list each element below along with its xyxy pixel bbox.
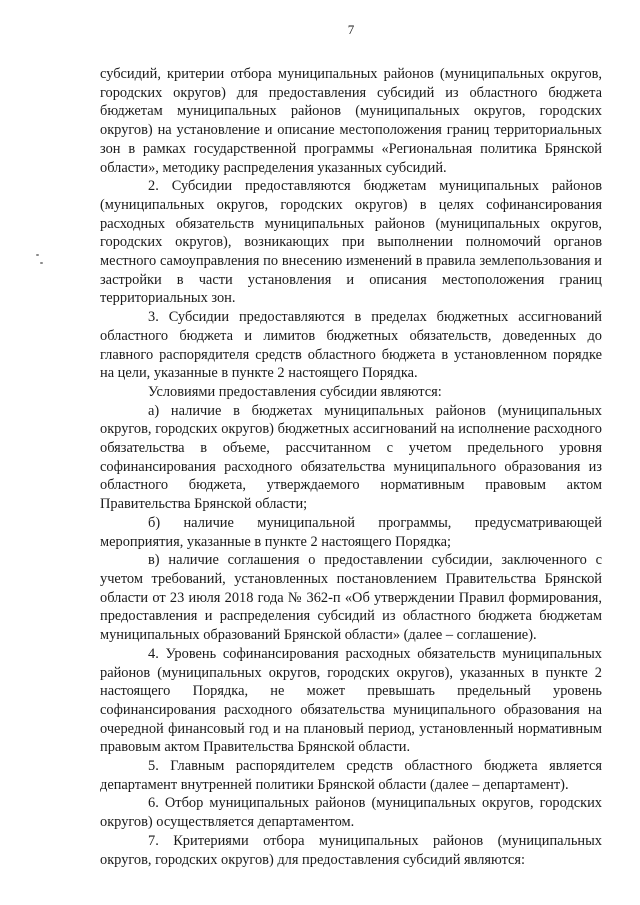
paragraph-item-5: 5. Главным распорядителем средств областного бюджета является департамент внутренней политики Брянской области (далее – департамент). <box>100 758 602 793</box>
paragraph-conditions-heading: Условиями предоставления субсидии являются: <box>148 383 442 400</box>
paragraph-item-4: 4. Уровень софинансирования расходных обязательств муниципальных районов (муниципальных округов, городских округов), указанных в пункте 2 настоящего Порядка, не может превышать предельный уровень софинансирования расходного обязательства муниципального образования на очередной финансовый год и на плановый период, установленный нормативным правовым актом Правительства Брянской области. <box>100 645 602 756</box>
scan-speck <box>36 254 39 256</box>
paragraph-condition-a: а) наличие в бюджетах муниципальных районов (муниципальных округов, городских округов) бюджетных ассигнований на исполнение расходного обязательства в объеме, рассчитанном с учетом предельного уровня софинансирования расходного обязательства муниципального образования из областного бюджета, утверждаемого нормативным правовым актом Правительства Брянской области; <box>100 402 602 513</box>
paragraph-item-7: 7. Критериями отбора муниципальных районов (муниципальных округов, городских округов) для предоставления субсидий являются: <box>100 832 602 868</box>
scan-speck <box>40 262 43 264</box>
paragraph-condition-c: в) наличие соглашения о предоставлении субсидии, заключенного с учетом требований, установленных постановлением Правительства Брянской области от 23 июля 2018 года № 362-п «Об утверждении Правил формирования, предоставления и распределения субсидий из областного бюджета бюджетам муниципальных образований Брянской области» (далее – соглашение). <box>100 552 602 644</box>
page-number: 7 <box>347 22 355 37</box>
paragraph-item-6: 6. Отбор муниципальных районов (муниципальных округов, городских округов) осуществляется департаментом. <box>100 795 602 831</box>
paragraph-condition-b: б) наличие муниципальной программы, предусматривающей мероприятия, указанные в пункте 2 настоящего Порядка; <box>100 514 602 550</box>
paragraph-intro: субсидий, критерии отбора муниципальных районов (муниципальных округов, городских округов) для предоставления субсидий из областного бюджета бюджетам муниципальных районов (муниципальных округов, городских округов) на установление и описание местоположения границ территориальных зон в рамках государственной программы «Региональная политика Брянской области», методику распределения указанных субсидий. <box>100 66 602 176</box>
paragraph-item-2: 2. Субсидии предоставляются бюджетам муниципальных районов (муниципальных округов, городских округов) в целях софинансирования расходных обязательств муниципальных районов (муниципальных округов, городских округов), возникающих при выполнении полномочий органов местного самоуправления по внесению изменений в правила землепользования и застройки в части установления и описания местоположения границ территориальных зон. <box>100 178 602 307</box>
paragraph-item-3: 3. Субсидии предоставляются в пределах бюджетных ассигнований областного бюджета и лимитов бюджетных обязательств, доведенных до главного распорядителя средств областного бюджета в установленном порядке на цели, указанные в пункте 2 настоящего Порядка. <box>100 309 602 382</box>
